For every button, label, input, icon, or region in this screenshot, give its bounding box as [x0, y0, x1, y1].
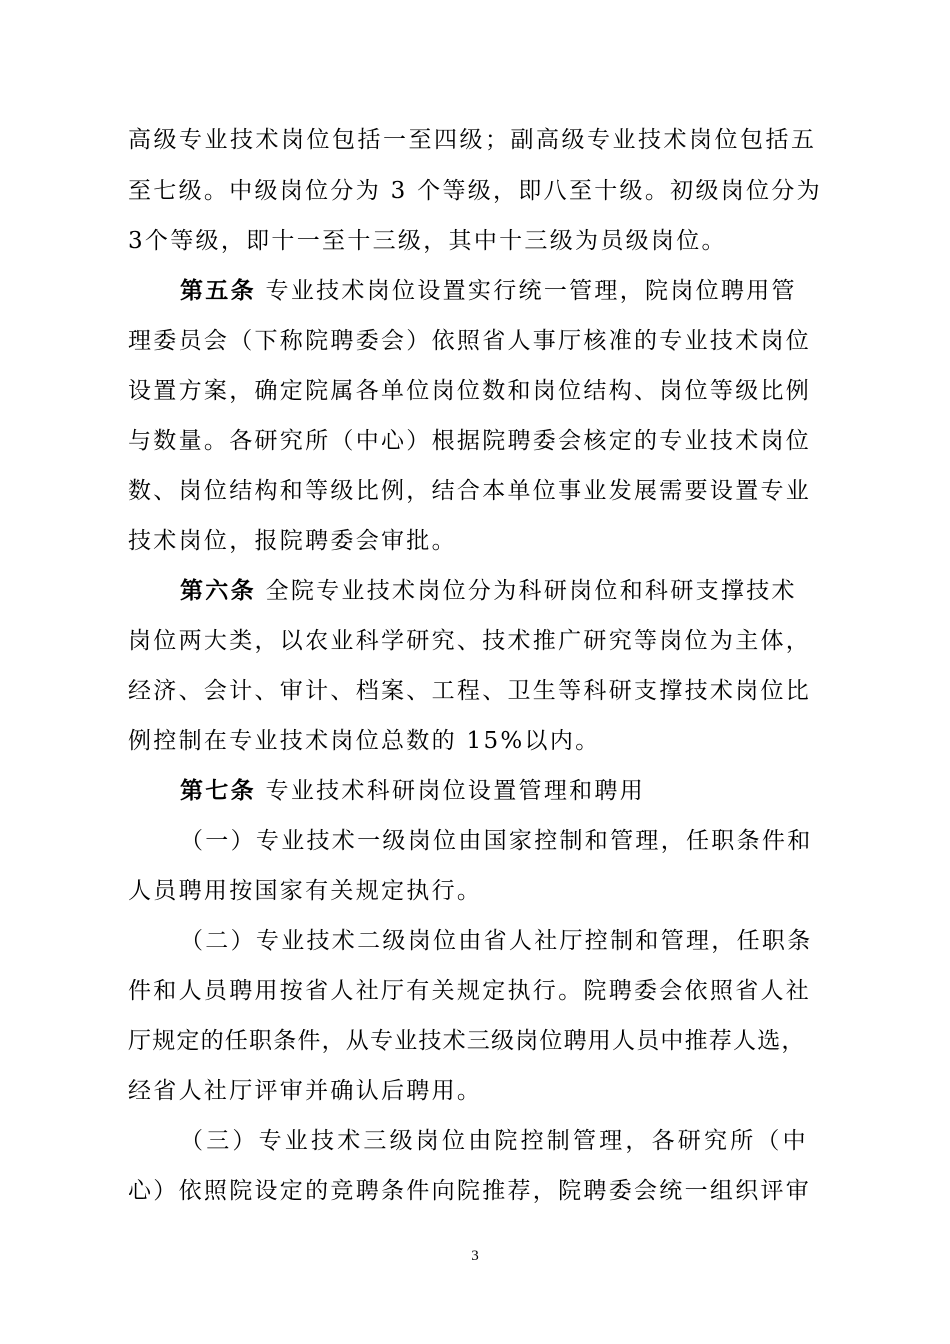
text-line-19 — [128, 1026, 806, 1056]
line-text: 技术岗位，报院聘委会审批。 — [128, 528, 457, 554]
text-line-22 — [128, 1176, 811, 1206]
text-line-3 — [128, 226, 727, 256]
text-line-21 — [180, 1126, 809, 1156]
article-7-line-1 — [180, 776, 645, 806]
article-5-line-1 — [180, 276, 797, 306]
article-6-line-1 — [180, 576, 797, 606]
text-line-9 — [128, 526, 457, 556]
text-line-15 — [180, 826, 813, 856]
text-line-8 — [128, 476, 811, 506]
line-text: 厅规定的任职条件，从专业技术三级岗位聘用人员中推荐人选， — [128, 1028, 806, 1054]
page-number: 3 — [471, 1248, 479, 1264]
line-text: 经济、会计、审计、档案、工程、卫生等科研支撑技术岗位比 — [128, 678, 812, 704]
article-7-heading: 第七条 — [180, 777, 256, 804]
line-text: 设置方案，确定院属各单位岗位数和岗位结构、岗位等级比例 — [128, 378, 812, 404]
line-text: 专业技术岗位设置实行统一管理，院岗位聘用管 — [255, 278, 797, 304]
text-line-1 — [128, 125, 817, 155]
line-text: 岗位两大类，以农业科学研究、技术推广研究等岗位为主体， — [128, 628, 812, 654]
text-line-13 — [128, 726, 600, 756]
line-text: 数、岗位结构和等级比例，结合本单位事业发展需要设置专业 — [128, 478, 812, 504]
text-line-11 — [128, 626, 811, 656]
line-text: 至七级。中级岗位分为 3 个等级，即八至十级。初级岗位分为 — [128, 178, 822, 204]
text-line-7 — [128, 426, 811, 456]
text-line-18 — [128, 976, 811, 1006]
line-text: （一）专业技术一级岗位由国家控制和管理，任职条件和 — [180, 828, 813, 854]
line-text: （三）专业技术三级岗位由院控制管理，各研究所（中 — [180, 1128, 809, 1154]
line-text: 心）依照院设定的竞聘条件向院推荐，院聘委会统一组织评审 — [128, 1178, 812, 1204]
text-line-16 — [128, 876, 482, 906]
text-line-12 — [128, 676, 811, 706]
text-line-5 — [128, 326, 811, 356]
article-6-heading: 第六条 — [180, 577, 256, 604]
line-text: 理委员会（下称院聘委会）依照省人事厅核准的专业技术岗位 — [128, 328, 812, 354]
line-text: （二）专业技术二级岗位由省人社厅控制和管理，任职条 — [180, 928, 813, 954]
line-text: 人员聘用按国家有关规定执行。 — [128, 878, 483, 904]
text-line-6 — [128, 376, 811, 406]
line-text: 高级专业技术岗位包括一至四级；副高级专业技术岗位包括五 — [128, 127, 817, 153]
text-line-2 — [128, 176, 822, 206]
line-text: 全院专业技术岗位分为科研岗位和科研支撑技术 — [255, 578, 797, 604]
text-line-20 — [128, 1076, 482, 1106]
line-text: 例控制在专业技术岗位总数的 15%以内。 — [128, 728, 601, 754]
line-text: 经省人社厅评审并确认后聘用。 — [128, 1078, 483, 1104]
line-text: 件和人员聘用按省人社厅有关规定执行。院聘委会依照省人社 — [128, 978, 812, 1004]
text-line-17 — [180, 926, 813, 956]
line-text: 与数量。各研究所（中心）根据院聘委会核定的专业技术岗位 — [128, 428, 812, 454]
line-text: 3个等级，即十一至十三级，其中十三级为员级岗位。 — [128, 228, 727, 254]
line-text: 专业技术科研岗位设置管理和聘用 — [255, 778, 646, 804]
article-5-heading: 第五条 — [180, 277, 256, 304]
